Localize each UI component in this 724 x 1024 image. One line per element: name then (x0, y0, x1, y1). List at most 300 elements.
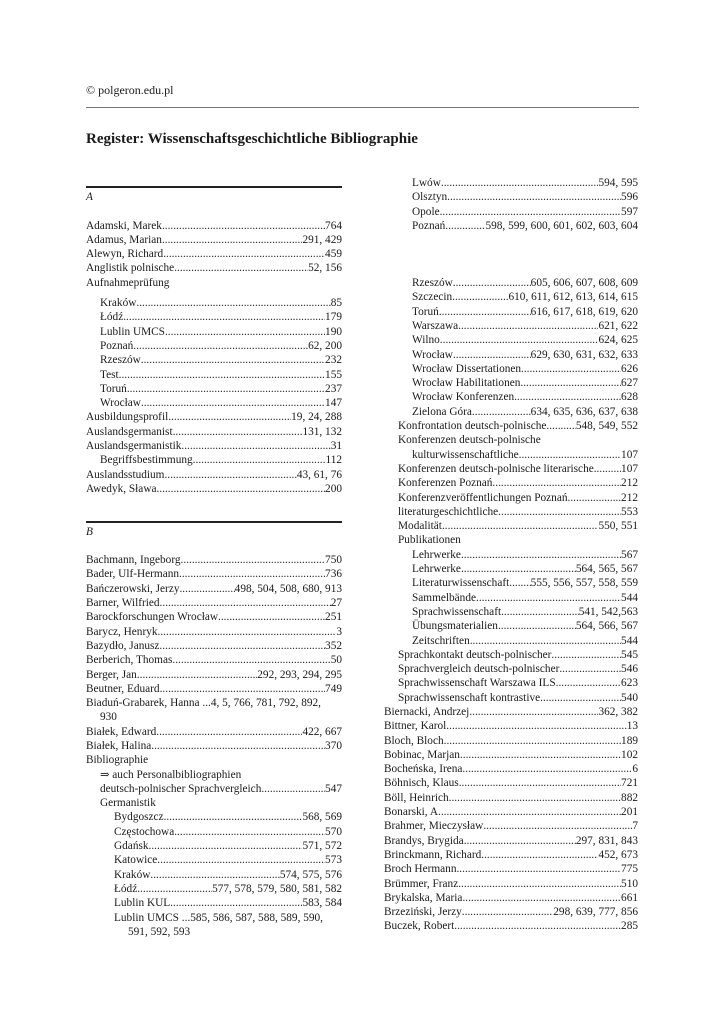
entry-term: Bańczerowski, Jerzy (86, 582, 180, 595)
entry-pages: 510 (621, 877, 638, 890)
entry-pages: 31 (330, 440, 342, 453)
entry-term: Sprachwissenschaft kontrastive (398, 691, 541, 704)
entry-pages: 112 (325, 454, 342, 467)
entry-term: Berberich, Thomas (86, 654, 173, 667)
entry-pages: 764 (325, 219, 342, 232)
index-entry (86, 296, 342, 310)
leader-dots (179, 567, 325, 581)
index-entry (86, 596, 342, 610)
index-entry (384, 905, 638, 919)
index-entry (86, 310, 342, 324)
entry-pages: 629, 630, 631, 632, 633 (530, 348, 638, 361)
index-entry (86, 353, 342, 367)
entry-term: Lehrwerke (412, 548, 461, 561)
entry-pages: 285 (621, 920, 638, 933)
entry-pages: 750 (325, 554, 342, 567)
index-entry (86, 453, 342, 467)
entry-pages: 594, 595 (598, 177, 638, 189)
index-entry (86, 782, 342, 796)
leader-dots (218, 610, 325, 624)
index-entry (384, 891, 638, 905)
entry-pages: 352 (325, 639, 342, 652)
entry-term: Łódź (100, 311, 124, 324)
index-entry (384, 333, 638, 347)
entry-pages: 85 (330, 297, 342, 310)
leader-dots (568, 491, 622, 505)
entry-pages: 189 (621, 734, 638, 747)
entry-term: Beutner, Eduard (86, 682, 160, 695)
entry-pages: 610, 611, 612, 613, 614, 615 (508, 291, 638, 304)
leader-dots (193, 453, 326, 467)
leader-dots (151, 739, 325, 753)
entry-pages: 27 (330, 597, 342, 610)
entry-term: deutsch-polnischer Sprachvergleich (100, 782, 262, 795)
entry-term: Konferenzen deutsch-polnische (398, 434, 541, 447)
leader-dots (442, 519, 599, 533)
entry-pages: 131, 132 (302, 425, 342, 438)
leader-dots (158, 625, 337, 639)
entry-pages: 571, 572 (302, 840, 342, 853)
entry-pages: 661 (621, 891, 638, 904)
index-entry (384, 619, 638, 633)
entry-pages: 107 (621, 462, 638, 475)
index-entry (384, 748, 638, 762)
entry-pages: 568, 569 (302, 811, 342, 824)
index-entry (384, 719, 638, 733)
entry-pages: 574, 575, 576 (279, 868, 342, 881)
index-entry (384, 519, 638, 533)
leader-dots (546, 419, 575, 433)
entry-term: Sprachwissenschaft Warszawa ILS (398, 677, 556, 690)
entry-pages: 626 (621, 362, 638, 375)
entry-pages: 50 (330, 654, 342, 667)
entry-term: Wrocław Dissertationen (412, 362, 522, 375)
entry-pages: 553 (621, 505, 638, 518)
leader-dots (441, 805, 621, 819)
entry-pages: 736 (325, 568, 342, 581)
entry-term: Bobinac, Marjan (384, 748, 460, 761)
index-entry (384, 176, 638, 190)
leader-dots (445, 219, 485, 233)
leader-dots (462, 905, 553, 919)
entry-term: Poznań (412, 219, 446, 232)
entry-term: Rzeszów (100, 354, 141, 367)
entry-term: Broch Hermann (384, 863, 457, 876)
index-entry-continuation: 591, 592, 593 (128, 925, 191, 938)
index-entry (384, 877, 638, 891)
leader-dots (181, 439, 330, 453)
leader-dots (481, 848, 598, 862)
entry-term: Alewyn, Richard (86, 248, 164, 261)
entry-pages: 547 (325, 782, 342, 795)
leader-dots (458, 319, 598, 333)
index-entry (86, 768, 342, 782)
page-title: Register: Wissenschaftsgeschichtliche Bibliographie (86, 131, 418, 147)
entry-term: Brinckmann, Richard (384, 848, 482, 861)
entry-pages: 212 (621, 491, 638, 504)
entry-pages: 200 (325, 482, 342, 495)
entry-term: Ausbildungsprofil (86, 411, 169, 424)
entry-term: Brzeziński, Jerzy (384, 906, 462, 919)
index-entry (86, 853, 342, 867)
entry-term: Auslandsgermanist (86, 425, 173, 438)
entry-term: Bittner, Karol (384, 720, 447, 733)
entry-term: Katowice (114, 854, 158, 867)
index-entry (384, 562, 638, 576)
entry-term: Modalität (398, 520, 442, 533)
entry-pages: 598, 599, 600, 601, 602, 603, 604 (485, 219, 638, 232)
entry-pages: 155 (325, 368, 342, 381)
leader-dots (261, 782, 325, 796)
index-entry (384, 605, 638, 619)
entry-term: Gdańsk (114, 840, 149, 853)
leader-dots (168, 410, 291, 424)
left-column (86, 176, 342, 939)
index-entry (86, 582, 342, 596)
entry-term: Łódź (114, 882, 138, 895)
index-entry (86, 276, 342, 290)
index-entry (384, 819, 638, 833)
entry-pages: 621, 622 (598, 319, 638, 332)
section-rule (86, 521, 342, 523)
leader-dots (461, 548, 621, 562)
index-entry (384, 433, 638, 447)
index-entry (86, 439, 342, 453)
entry-pages: 564, 565, 567 (575, 563, 638, 576)
index-entry (86, 610, 342, 624)
index-entry (86, 625, 342, 639)
entry-pages: 775 (621, 863, 638, 876)
index-entry (86, 382, 342, 396)
entry-term: kulturwissenschaftliche (412, 448, 519, 461)
entry-pages: 362, 382 (598, 705, 638, 718)
leader-dots (159, 639, 325, 653)
entry-term: Wrocław (100, 397, 141, 410)
entry-pages: 882 (621, 791, 638, 804)
entry-term: Berger, Jan (86, 668, 137, 681)
leader-dots (476, 591, 621, 605)
entry-term: Częstochowa (114, 825, 175, 838)
entry-pages: 251 (325, 611, 342, 624)
entry-pages: 297, 831, 843 (575, 834, 638, 847)
entry-term: Barockforschungen Wrocław (86, 611, 219, 624)
index-entry (384, 762, 638, 776)
leader-dots (164, 810, 303, 824)
entry-term: Brandys, Brygida (384, 834, 464, 847)
leader-dots (556, 676, 621, 690)
entry-pages: 102 (621, 748, 638, 761)
entry-pages: 555, 556, 557, 558, 559 (530, 577, 638, 590)
index-entry (384, 362, 638, 376)
entry-term: Bloch, Bloch (384, 734, 444, 747)
leader-dots (173, 425, 303, 439)
entry-pages: 721 (621, 777, 638, 790)
source-label: © polgeron.edu.pl (86, 83, 174, 97)
index-entry (86, 325, 342, 339)
entry-term: Białek, Edward (86, 725, 157, 738)
entry-pages: 13 (626, 720, 638, 733)
entry-term: Awedyk, Sława (86, 482, 157, 495)
leader-dots (551, 648, 621, 662)
leader-dots (509, 576, 530, 590)
entry-pages: 546 (621, 663, 638, 676)
leader-dots (160, 596, 331, 610)
index-entry (86, 410, 342, 424)
entry-term: Sprachvergleich deutsch-polnischer (398, 663, 560, 676)
leader-dots (447, 190, 621, 204)
entry-term: Übungsmaterialien (412, 620, 498, 633)
leader-dots (514, 390, 621, 404)
index-entry (384, 734, 638, 748)
leader-dots (133, 339, 308, 353)
entry-pages: 6 (632, 763, 638, 776)
leader-dots (179, 582, 234, 596)
index-entry (86, 896, 342, 910)
leader-dots (453, 276, 531, 290)
entry-pages: 623 (621, 677, 638, 690)
leader-dots (162, 219, 325, 233)
leader-dots (119, 368, 325, 382)
index-entry (86, 825, 342, 839)
entry-pages: 107 (621, 448, 638, 461)
index-entry (86, 882, 342, 896)
leader-dots (462, 891, 621, 905)
entry-pages: 544 (621, 591, 638, 604)
leader-dots (462, 762, 632, 776)
leader-dots (440, 333, 599, 347)
leader-dots (453, 348, 531, 362)
entry-term: Bader, Ulf-Hermann (86, 568, 180, 581)
leader-dots (498, 619, 576, 633)
leader-dots (137, 668, 257, 682)
entry-term: Wilno (412, 334, 440, 347)
leader-dots (594, 462, 621, 476)
leader-dots (452, 290, 508, 304)
index-entry (384, 862, 638, 876)
entry-pages: 596 (621, 191, 638, 204)
entry-term: Lublin KUL (114, 897, 171, 910)
index-entry (86, 810, 342, 824)
entry-pages: 540 (621, 691, 638, 704)
entry-term: Białek, Halina (86, 739, 152, 752)
index-entry (384, 805, 638, 819)
index-entry (384, 219, 638, 233)
entry-pages: 43, 61, 76 (296, 468, 342, 481)
index-entry (86, 553, 342, 567)
index-entry (86, 653, 342, 667)
entry-term: Anglistik polnische (86, 262, 175, 275)
entry-term: Bachmann, Ingeborg (86, 554, 181, 567)
entry-term: Poznań (100, 339, 134, 352)
entry-pages: 19, 24, 288 (291, 411, 342, 424)
index-entry (86, 219, 342, 233)
entry-term: Bazydło, Janusz (86, 639, 160, 652)
leader-dots (460, 748, 621, 762)
entry-term: Literaturwissenschaft (412, 577, 510, 590)
index-entry (384, 405, 638, 419)
leader-dots (136, 296, 330, 310)
entry-term: Adamski, Marek (86, 219, 162, 232)
entry-pages: 567 (621, 548, 638, 561)
index-entry (384, 290, 638, 304)
entry-pages: 459 (325, 248, 342, 261)
entry-term: Warszawa (412, 319, 459, 332)
index-entry (384, 662, 638, 676)
index-entry (86, 396, 342, 410)
entry-pages: 179 (325, 311, 342, 324)
leader-dots (141, 353, 325, 367)
entry-pages: 541, 542,563 (578, 605, 638, 618)
leader-dots (127, 382, 325, 396)
leader-dots (162, 233, 303, 247)
leader-dots (492, 476, 621, 490)
leader-dots (540, 691, 621, 705)
leader-dots (498, 505, 621, 519)
leader-dots (520, 376, 621, 390)
index-entry (384, 848, 638, 862)
index-entry (86, 482, 342, 496)
entry-term: Brümmer, Franz (384, 877, 459, 890)
index-entry (384, 591, 638, 605)
index-entry (384, 319, 638, 333)
entry-term: Adamus, Marian (86, 233, 162, 246)
index-entry (86, 425, 342, 439)
index-entry (384, 476, 638, 490)
index-entry (384, 190, 638, 204)
leader-dots (446, 719, 626, 733)
index-entry (384, 505, 638, 519)
entry-pages: 627 (621, 377, 638, 390)
entry-term: Opole (412, 205, 440, 218)
index-entry (384, 791, 638, 805)
entry-term: Test (100, 368, 119, 381)
entry-term: Sprachwissenschaft (412, 605, 502, 618)
leader-dots (156, 725, 302, 739)
entry-pages: 544 (621, 634, 638, 647)
leader-dots (174, 825, 325, 839)
entry-pages: 201 (621, 806, 638, 819)
entry-pages: 298, 639, 777, 856 (553, 906, 638, 919)
entry-term: Barner, Wilfried (86, 597, 160, 610)
index-entry (384, 676, 638, 690)
entry-term: Zielona Góra (412, 405, 472, 418)
leader-dots (164, 468, 296, 482)
entry-term: Buczek, Robert (384, 920, 455, 933)
index-entry (384, 376, 638, 390)
entry-pages: 749 (325, 682, 342, 695)
entry-pages: 452, 673 (598, 848, 638, 861)
entry-pages: 237 (325, 382, 342, 395)
index-entry (384, 491, 638, 505)
entry-term: Toruń (412, 305, 439, 318)
index-entry (384, 533, 638, 547)
index-entry (384, 305, 638, 319)
section-rule (86, 186, 342, 188)
entry-pages: 573 (325, 854, 342, 867)
entry-term: Konfrontation deutsch-polnische (398, 420, 547, 433)
entry-term: Wrocław Habilitationen (412, 377, 521, 390)
leader-dots (444, 734, 621, 748)
index-entry (384, 919, 638, 933)
entry-term: Rzeszów (412, 277, 453, 290)
leader-dots (174, 261, 308, 275)
index-entry (384, 419, 638, 433)
index-entry (86, 639, 342, 653)
entry-term: Auslandsgermanistik (86, 440, 182, 453)
index-entry: Biaduń-Grabarek, Hanna ...4, 5, 766, 781, 792, 892, (86, 697, 321, 710)
leader-dots (157, 853, 325, 867)
entry-term: Bibliographie (86, 754, 149, 767)
leader-dots (150, 868, 279, 882)
index-entry (86, 868, 342, 882)
section-letter-a: A (86, 191, 93, 203)
index-entry (86, 839, 342, 853)
entry-pages: 624, 625 (598, 334, 638, 347)
entry-pages: 564, 566, 567 (575, 620, 638, 633)
entry-pages: 616, 617, 618, 619, 620 (530, 305, 638, 318)
index-entry: Lublin UMCS ...585, 586, 587, 588, 589, 590, (114, 911, 324, 924)
entry-pages: 52, 156 (308, 262, 342, 275)
index-entry-continuation: 930 (100, 711, 117, 724)
leader-dots (470, 634, 621, 648)
entry-pages: 550, 551 (598, 520, 638, 533)
entry-pages: 370 (325, 739, 342, 752)
entry-pages: 147 (325, 397, 342, 410)
entry-term: Publikationen (398, 534, 461, 547)
index-entry (384, 276, 638, 290)
leader-dots (519, 448, 621, 462)
index-entry (384, 205, 638, 219)
entry-pages: 548, 549, 552 (575, 420, 638, 433)
entry-term: Biernacki, Andrzej (384, 705, 470, 718)
right-column (384, 176, 638, 934)
index-entry (86, 368, 342, 382)
entry-term: Böhnisch, Klaus (384, 777, 459, 790)
index-entry (384, 648, 638, 662)
entry-pages: 292, 293, 294, 295 (257, 668, 342, 681)
leader-dots (456, 862, 621, 876)
section-letter-b: B (86, 525, 93, 538)
leader-dots (454, 919, 621, 933)
index-entry (86, 725, 342, 739)
entry-pages: 232 (325, 354, 342, 367)
entry-term: Auslandsstudium (86, 468, 165, 481)
entry-term: Böll, Heinrich (384, 791, 449, 804)
index-entry (384, 448, 638, 462)
index-entry (86, 339, 342, 353)
leader-dots (123, 310, 325, 324)
index-entry (384, 691, 638, 705)
entry-term: Aufnahmeprüfung (86, 276, 170, 289)
index-entry (86, 567, 342, 581)
leader-dots (559, 662, 621, 676)
leader-dots (157, 482, 326, 496)
leader-dots (172, 653, 330, 667)
entry-pages: 422, 667 (302, 725, 342, 738)
entry-pages: 628 (621, 391, 638, 404)
entry-term: Olsztyn (412, 191, 448, 204)
leader-dots (449, 791, 621, 805)
entry-pages: 634, 635, 636, 637, 638 (530, 405, 638, 418)
leader-dots (439, 305, 531, 319)
entry-pages: 597 (621, 205, 638, 218)
entry-pages: 3 (336, 625, 342, 638)
leader-dots (160, 682, 325, 696)
index-entry (384, 348, 638, 362)
entry-term: Bonarski, A. (384, 806, 441, 819)
index-entry (86, 682, 342, 696)
header-rule (86, 107, 639, 108)
